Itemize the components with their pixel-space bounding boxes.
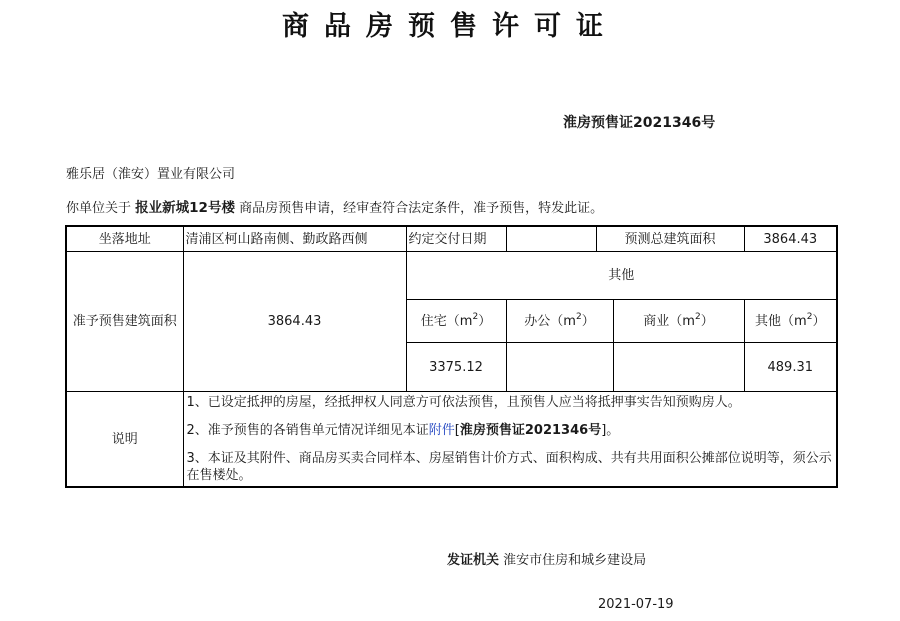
note-1: 1、已设定抵押的房屋，经抵押权人同意方可依法预售，且预售人应当将抵押事实告知预购房人。 xyxy=(186,395,741,410)
total-area-label: 预测总建筑面积 xyxy=(596,226,744,252)
location-value: 清浦区柯山路南侧、勤政路西侧 xyxy=(183,226,406,252)
other-value: 489.31 xyxy=(744,343,837,392)
location-label: 坐落地址 xyxy=(66,226,183,252)
intro-suffix: 商品房预售申请，经审查符合法定条件，准予预售，特发此证。 xyxy=(239,201,604,216)
commercial-header: 商业$(m^2)$ xyxy=(613,300,744,343)
residential-value: 3375.12 xyxy=(406,343,506,392)
office-header: 办公$(m^2)$ xyxy=(506,300,613,343)
other-group-header: 其他 xyxy=(406,252,837,300)
page-title: 商品房预售许可证 xyxy=(282,11,618,42)
certificate-number: 淮房预售证2021346号 xyxy=(563,115,716,131)
delivery-date-label: 约定交付日期 xyxy=(406,226,506,252)
commercial-value xyxy=(613,343,744,392)
issue-date: 2021-07-19 xyxy=(598,597,674,612)
attachment-link[interactable]: 附件 xyxy=(428,423,455,438)
note-2-cert-number: 淮房预售证2021346号 xyxy=(459,423,602,438)
presale-area-label: 准予预售建筑面积 xyxy=(66,252,183,392)
issuer-name: 淮安市住房和城乡建设局 xyxy=(503,553,647,568)
permit-table xyxy=(65,225,838,488)
notes-content xyxy=(183,392,837,488)
intro-project: 报业新城12号楼 xyxy=(135,200,235,216)
issuer-label: 发证机关 xyxy=(447,553,500,568)
intro-paragraph xyxy=(66,196,603,216)
residential-header: 住宅$(m^2)$ xyxy=(406,300,506,343)
note-3: 3、本证及其附件、商品房买卖合同样本、房屋销售计价方式、面积构成、共有共用面积公摊部位说明等，须公示在售楼处。 xyxy=(186,451,832,483)
issuing-authority xyxy=(447,549,646,568)
total-area-value: 3864.43 xyxy=(744,226,837,252)
office-value xyxy=(506,343,613,392)
note-2: 2、准予预售的各销售单元情况详细见本证附件[淮房预售证2021346号]。 xyxy=(186,423,620,438)
other-header: 其他$(m^2)$ xyxy=(744,300,837,343)
intro-prefix: 你单位关于 xyxy=(66,201,132,216)
presale-area-value: 3864.43 xyxy=(183,252,406,392)
owner-name: 雅乐居（淮安）置业有限公司 xyxy=(66,167,236,182)
delivery-date-value xyxy=(506,226,596,252)
notes-label: 说明 xyxy=(66,392,183,488)
